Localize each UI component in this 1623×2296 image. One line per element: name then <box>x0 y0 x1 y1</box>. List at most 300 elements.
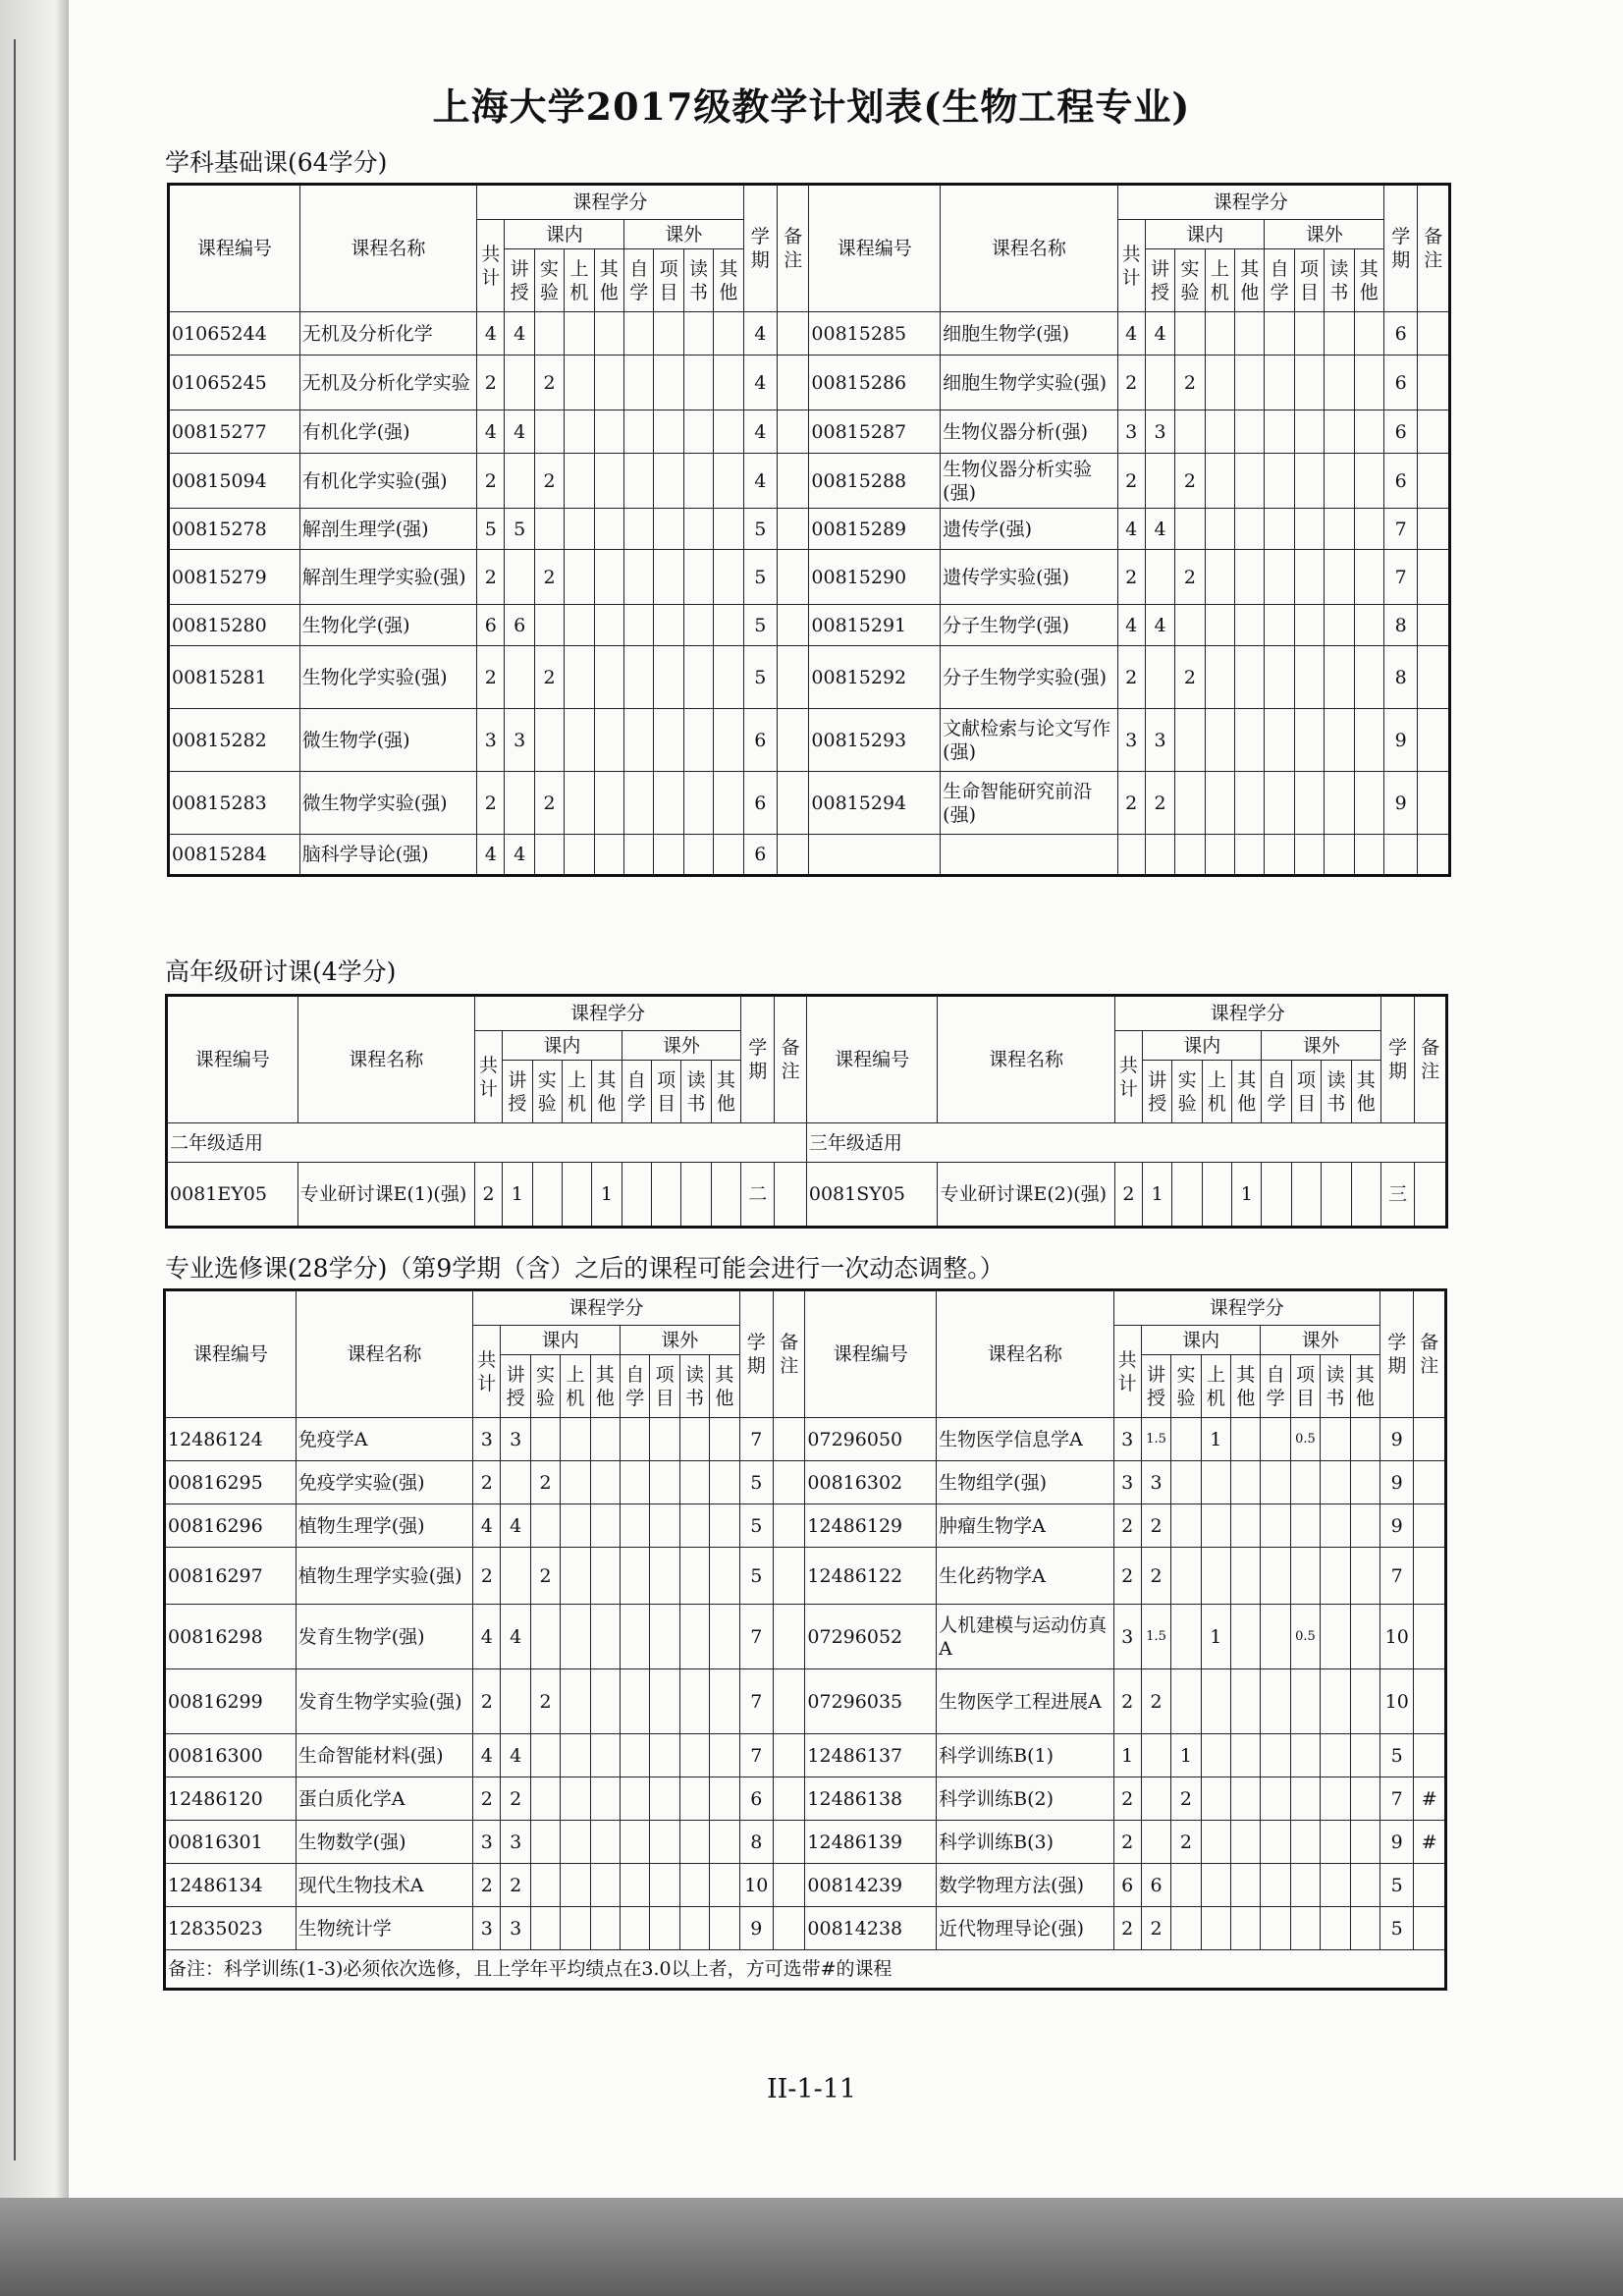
cell-self <box>621 1548 650 1605</box>
cell-oth2 <box>714 454 743 509</box>
header-self: 自学 <box>1261 1355 1290 1418</box>
table-row <box>165 1864 1446 1907</box>
cell-name: 有机化学(强) <box>299 410 476 454</box>
cell-oth <box>594 410 623 454</box>
cell-self <box>1265 772 1294 835</box>
cell-code: 07296052 <box>805 1605 937 1669</box>
cell-oth <box>590 1864 620 1907</box>
header-computer: 上机 <box>561 1355 590 1418</box>
cell-total <box>1117 835 1145 876</box>
cell-rem <box>1414 1504 1446 1548</box>
cell-code: 01065245 <box>169 355 300 410</box>
cell-self <box>621 1669 650 1734</box>
cell-read <box>1325 410 1354 454</box>
header-lecture: 讲授 <box>501 1355 530 1418</box>
cell-comp <box>561 1907 590 1950</box>
cell-read <box>1321 1418 1350 1461</box>
cell-total: 4 <box>473 1504 501 1548</box>
cell-read <box>683 709 713 772</box>
cell-proj <box>1290 1864 1320 1907</box>
cell-oth <box>590 1548 620 1605</box>
cell-code: 12486122 <box>805 1548 937 1605</box>
cell-rem <box>1418 772 1450 835</box>
cell-read <box>1322 1163 1351 1228</box>
cell-total: 3 <box>1113 1461 1141 1504</box>
cell-term: 6 <box>743 709 777 772</box>
cell-rem: # <box>1414 1821 1446 1864</box>
cell-oth: 1 <box>592 1163 622 1228</box>
cell-code: 12486139 <box>805 1821 937 1864</box>
cell-rem <box>778 312 809 355</box>
cell-proj <box>650 1548 679 1605</box>
cell-oth2 <box>714 355 743 410</box>
cell-oth2 <box>1350 1777 1380 1821</box>
table-row <box>165 1907 1446 1950</box>
cell-read <box>1325 550 1354 605</box>
cell-comp <box>565 312 594 355</box>
cell-read <box>1325 835 1354 876</box>
cell-lec: 1.5 <box>1141 1605 1170 1669</box>
cell-oth <box>1231 1734 1261 1777</box>
cell-oth <box>594 550 623 605</box>
table-row <box>169 355 1450 410</box>
page-number: II-1-11 <box>766 2074 857 2105</box>
header-lab: 实验 <box>1175 249 1205 312</box>
cell-name: 生化药物学A <box>937 1548 1113 1605</box>
cell-term <box>1384 835 1418 876</box>
cell-self <box>624 355 654 410</box>
cell-oth2 <box>710 1548 739 1605</box>
cell-oth <box>590 1461 620 1504</box>
header-credits: 课程学分 <box>1113 1290 1380 1326</box>
cell-lec: 4 <box>1145 509 1174 550</box>
cell-lab: 2 <box>1175 355 1205 410</box>
cell-proj <box>1294 835 1324 876</box>
cell-name: 科学训练B(3) <box>937 1821 1113 1864</box>
cell-name: 分子生物学(强) <box>941 605 1117 646</box>
cell-term: 7 <box>1380 1548 1414 1605</box>
cell-rem <box>778 355 809 410</box>
cell-term: 10 <box>1380 1669 1414 1734</box>
table-row <box>169 709 1450 772</box>
cell-comp <box>1205 355 1234 410</box>
cell-code: 00815285 <box>809 312 941 355</box>
header-remark: 备注 <box>1418 185 1450 312</box>
cell-read <box>1321 1777 1350 1821</box>
cell-lec <box>1145 550 1174 605</box>
table-row <box>169 509 1450 550</box>
cell-rem <box>1414 1461 1446 1504</box>
cell-self <box>1261 1548 1290 1605</box>
cell-lec <box>1145 646 1174 709</box>
cell-total: 4 <box>473 1734 501 1777</box>
cell-lab <box>1171 1605 1201 1669</box>
cell-name: 生物统计学 <box>296 1907 472 1950</box>
cell-lab: 2 <box>1175 454 1205 509</box>
cell-self <box>621 1605 650 1669</box>
header-term: 学期 <box>739 1290 773 1418</box>
cell-self <box>1261 1669 1290 1734</box>
table-seminar-courses <box>165 994 1448 1229</box>
cell-comp <box>565 355 594 410</box>
header-inside: 课内 <box>1143 1031 1262 1061</box>
cell-read <box>679 1418 709 1461</box>
cell-oth <box>1235 772 1265 835</box>
header-lecture: 讲授 <box>505 249 534 312</box>
cell-proj <box>650 1864 679 1907</box>
header-inside: 课内 <box>505 220 624 249</box>
cell-read <box>1325 646 1354 709</box>
cell-read <box>679 1907 709 1950</box>
cell-oth2 <box>710 1418 739 1461</box>
cell-rem <box>1414 1864 1446 1907</box>
header-other_in: 其他 <box>592 1061 622 1123</box>
cell-rem <box>1418 605 1450 646</box>
cell-name: 细胞生物学实验(强) <box>941 355 1117 410</box>
cell-proj <box>650 1418 679 1461</box>
cell-oth <box>594 312 623 355</box>
cell-name: 遗传学实验(强) <box>941 550 1117 605</box>
cell-read <box>679 1669 709 1734</box>
cell-oth2 <box>711 1163 740 1228</box>
cell-lec: 3 <box>505 709 534 772</box>
cell-term: 7 <box>739 1605 773 1669</box>
cell-read <box>1325 312 1354 355</box>
cell-name: 生物化学实验(强) <box>299 646 476 709</box>
cell-oth2 <box>1354 835 1383 876</box>
cell-lab: 2 <box>1171 1821 1201 1864</box>
cell-oth2 <box>714 605 743 646</box>
header-remark: 备注 <box>774 1290 805 1418</box>
header-lecture: 讲授 <box>503 1061 532 1123</box>
cell-code: 00815288 <box>809 454 941 509</box>
cell-rem <box>1418 709 1450 772</box>
cell-read <box>1325 709 1354 772</box>
cell-read <box>679 1777 709 1821</box>
cell-rem <box>1414 1907 1446 1950</box>
cell-read <box>683 835 713 876</box>
cell-rem <box>1418 646 1450 709</box>
cell-code: 00816296 <box>165 1504 297 1548</box>
table-row <box>165 1669 1446 1734</box>
cell-total: 6 <box>1113 1864 1141 1907</box>
cell-name: 解剖生理学(强) <box>299 509 476 550</box>
header-term: 学期 <box>1384 185 1418 312</box>
cell-self <box>1265 410 1294 454</box>
cell-oth <box>594 454 623 509</box>
cell-proj <box>650 1777 679 1821</box>
cell-lec <box>505 646 534 709</box>
cell-lec <box>1141 1777 1170 1821</box>
header-code: 课程编号 <box>809 185 941 312</box>
cell-term: 9 <box>739 1907 773 1950</box>
header-self: 自学 <box>1262 1061 1291 1123</box>
header-other_out: 其他 <box>710 1355 739 1418</box>
cell-comp: 1 <box>1201 1418 1230 1461</box>
cell-total: 2 <box>1117 355 1145 410</box>
cell-oth2 <box>1350 1605 1380 1669</box>
cell-comp <box>1201 1864 1230 1907</box>
header-project: 项目 <box>1294 249 1324 312</box>
cell-rem <box>1414 1734 1446 1777</box>
cell-code: 12486120 <box>165 1777 297 1821</box>
header-remark: 备注 <box>775 996 806 1123</box>
cell-comp <box>561 1461 590 1504</box>
cell-rem <box>1414 1669 1446 1734</box>
cell-rem <box>1414 1605 1446 1669</box>
cell-lec: 4 <box>505 410 534 454</box>
cell-oth <box>1231 1548 1261 1605</box>
cell-comp <box>561 1669 590 1734</box>
cell-total: 4 <box>1117 509 1145 550</box>
cell-rem <box>1415 1163 1447 1228</box>
cell-total: 2 <box>474 1163 502 1228</box>
cell-lab <box>530 1734 560 1777</box>
header-reading: 读书 <box>1325 249 1354 312</box>
cell-name: 专业研讨课E(1)(强) <box>298 1163 474 1228</box>
header-code: 课程编号 <box>805 1290 937 1418</box>
cell-proj <box>1294 772 1324 835</box>
cell-total: 5 <box>477 509 505 550</box>
cell-self <box>1265 709 1294 772</box>
header-reading: 读书 <box>1321 1355 1350 1418</box>
cell-oth2 <box>1354 410 1383 454</box>
cell-rem <box>1414 1418 1446 1461</box>
cell-term: 5 <box>1380 1734 1414 1777</box>
cell-oth <box>1231 1669 1261 1734</box>
cell-self <box>624 835 654 876</box>
cell-oth2 <box>1350 1548 1380 1605</box>
table-row <box>165 1418 1446 1461</box>
cell-lec: 3 <box>501 1907 530 1950</box>
cell-term: 6 <box>739 1777 773 1821</box>
cell-rem <box>774 1669 805 1734</box>
cell-name: 科学训练B(2) <box>937 1777 1113 1821</box>
cell-comp <box>1205 454 1234 509</box>
cell-code: 00816299 <box>165 1669 297 1734</box>
cell-oth2 <box>1354 772 1383 835</box>
binding-edge <box>4 39 16 2160</box>
cell-code: 00816301 <box>165 1821 297 1864</box>
cell-lab <box>1171 1864 1201 1907</box>
cell-total: 3 <box>1113 1605 1141 1669</box>
header-term: 学期 <box>743 185 777 312</box>
cell-proj <box>654 550 683 605</box>
cell-lec: 2 <box>1145 772 1174 835</box>
cell-lab <box>530 1864 560 1907</box>
cell-self <box>1261 1461 1290 1504</box>
header-name: 课程名称 <box>298 996 474 1123</box>
cell-oth2 <box>714 646 743 709</box>
header-name: 课程名称 <box>941 185 1117 312</box>
cell-proj <box>1294 550 1324 605</box>
cell-name: 解剖生理学实验(强) <box>299 550 476 605</box>
section-title-electives: 专业选修课(28学分)（第9学期（含）之后的课程可能会进行一次动态调整。） <box>165 1254 1004 1283</box>
cell-name: 有机化学实验(强) <box>299 454 476 509</box>
header-self: 自学 <box>622 1061 651 1123</box>
cell-comp <box>565 605 594 646</box>
cell-proj <box>654 709 683 772</box>
cell-name: 现代生物技术A <box>296 1864 472 1907</box>
cell-code: 00814239 <box>805 1864 937 1907</box>
header-inside: 课内 <box>1145 220 1265 249</box>
header-total: 共计 <box>473 1326 501 1418</box>
cell-oth2 <box>710 1864 739 1907</box>
cell-oth <box>1231 1907 1261 1950</box>
cell-lab: 2 <box>530 1669 560 1734</box>
cell-term: 6 <box>1384 454 1418 509</box>
cell-read <box>683 410 713 454</box>
cell-oth2 <box>710 1605 739 1669</box>
table-row <box>167 1163 1447 1228</box>
cell-self <box>624 312 654 355</box>
cell-name: 分子生物学实验(强) <box>941 646 1117 709</box>
cell-code: 00815094 <box>169 454 300 509</box>
cell-total: 2 <box>477 454 505 509</box>
table-row <box>165 1821 1446 1864</box>
cell-oth2 <box>1354 550 1383 605</box>
cell-term: 4 <box>743 410 777 454</box>
cell-name: 生物仪器分析(强) <box>941 410 1117 454</box>
header-outside: 课外 <box>621 1326 740 1355</box>
cell-code: 12486138 <box>805 1777 937 1821</box>
cell-oth2 <box>1354 509 1383 550</box>
cell-read <box>1321 1821 1350 1864</box>
cell-rem <box>778 454 809 509</box>
cell-lec: 3 <box>1141 1461 1170 1504</box>
cell-total: 2 <box>1117 772 1145 835</box>
cell-comp <box>562 1163 591 1228</box>
cell-read <box>1321 1461 1350 1504</box>
header-name: 课程名称 <box>937 1290 1113 1418</box>
cell-lec: 2 <box>501 1864 530 1907</box>
cell-total: 3 <box>473 1907 501 1950</box>
cell-lab <box>534 410 564 454</box>
cell-code: 00815289 <box>809 509 941 550</box>
cell-lab <box>1171 1461 1201 1504</box>
cell-comp <box>565 410 594 454</box>
cell-name: 数学物理方法(强) <box>937 1864 1113 1907</box>
cell-oth <box>590 1669 620 1734</box>
cell-oth2 <box>1354 709 1383 772</box>
cell-proj <box>654 355 683 410</box>
cell-oth <box>590 1907 620 1950</box>
header-credits: 课程学分 <box>474 996 740 1031</box>
cell-rem <box>774 1734 805 1777</box>
cell-oth2 <box>1350 1864 1380 1907</box>
cell-code: 00815292 <box>809 646 941 709</box>
cell-lab: 2 <box>530 1548 560 1605</box>
cell-lec <box>501 1669 530 1734</box>
header-other_out: 其他 <box>714 249 743 312</box>
cell-name: 免疫学A <box>296 1418 472 1461</box>
cell-name: 肿瘤生物学A <box>937 1504 1113 1548</box>
cell-total: 2 <box>1117 454 1145 509</box>
cell-oth2 <box>710 1821 739 1864</box>
cell-rem: # <box>1414 1777 1446 1821</box>
page-title: 上海大学2017级教学计划表(生物工程专业) <box>432 84 1191 129</box>
cell-lab <box>1171 1669 1201 1734</box>
cell-proj: 0.5 <box>1290 1418 1320 1461</box>
header-total: 共计 <box>1114 1031 1142 1123</box>
cell-rem <box>778 550 809 605</box>
cell-proj <box>654 646 683 709</box>
cell-oth2 <box>1354 355 1383 410</box>
cell-name: 人机建模与运动仿真A <box>937 1605 1113 1669</box>
header-other_out: 其他 <box>1354 249 1383 312</box>
cell-lab: 1 <box>1171 1734 1201 1777</box>
cell-term: 5 <box>743 509 777 550</box>
cell-rem <box>774 1461 805 1504</box>
table-foundation-courses <box>167 183 1451 877</box>
cell-lab <box>1171 1548 1201 1605</box>
cell-read <box>1321 1907 1350 1950</box>
header-total: 共计 <box>477 220 505 312</box>
cell-self <box>1265 454 1294 509</box>
cell-read <box>1325 454 1354 509</box>
cell-lec: 2 <box>1141 1504 1170 1548</box>
cell-term: 5 <box>743 605 777 646</box>
table-elective-courses <box>163 1288 1447 1991</box>
cell-read <box>679 1734 709 1777</box>
cell-code: 00815279 <box>169 550 300 605</box>
cell-oth2 <box>1354 454 1383 509</box>
header-code: 课程编号 <box>806 996 938 1123</box>
header-remark: 备注 <box>778 185 809 312</box>
cell-oth <box>590 1777 620 1821</box>
cell-lec <box>1141 1821 1170 1864</box>
header-lab: 实验 <box>1171 1355 1201 1418</box>
scan-border <box>0 2198 1623 2296</box>
cell-total: 3 <box>1117 410 1145 454</box>
header-inside: 课内 <box>1141 1326 1261 1355</box>
group-label-year2: 二年级适用 <box>167 1123 807 1163</box>
cell-code: 00814238 <box>805 1907 937 1950</box>
cell-oth2 <box>714 410 743 454</box>
header-credits: 课程学分 <box>477 185 744 220</box>
cell-lec: 2 <box>1141 1669 1170 1734</box>
cell-proj <box>1294 454 1324 509</box>
header-credits: 课程学分 <box>473 1290 740 1326</box>
cell-rem <box>774 1548 805 1605</box>
cell-code: 00815287 <box>809 410 941 454</box>
cell-oth <box>590 1605 620 1669</box>
header-self: 自学 <box>624 249 654 312</box>
cell-lec: 4 <box>501 1734 530 1777</box>
header-code: 课程编号 <box>165 1290 297 1418</box>
cell-lab: 2 <box>530 1461 560 1504</box>
cell-oth2 <box>710 1461 739 1504</box>
cell-term: 6 <box>1384 312 1418 355</box>
cell-name: 专业研讨课E(2)(强) <box>938 1163 1114 1228</box>
cell-rem <box>774 1907 805 1950</box>
cell-total: 1 <box>1113 1734 1141 1777</box>
cell-rem <box>774 1777 805 1821</box>
cell-lec <box>1145 835 1174 876</box>
header-reading: 读书 <box>679 1355 709 1418</box>
header-code: 课程编号 <box>169 185 300 312</box>
cell-comp <box>1205 410 1234 454</box>
cell-comp <box>1201 1777 1230 1821</box>
cell-total: 4 <box>477 312 505 355</box>
cell-term: 7 <box>1384 550 1418 605</box>
cell-lab <box>1175 772 1205 835</box>
cell-lec: 3 <box>1145 709 1174 772</box>
cell-comp: 1 <box>1201 1605 1230 1669</box>
cell-proj <box>1294 709 1324 772</box>
cell-term: 9 <box>1380 1504 1414 1548</box>
cell-proj <box>1290 1669 1320 1734</box>
